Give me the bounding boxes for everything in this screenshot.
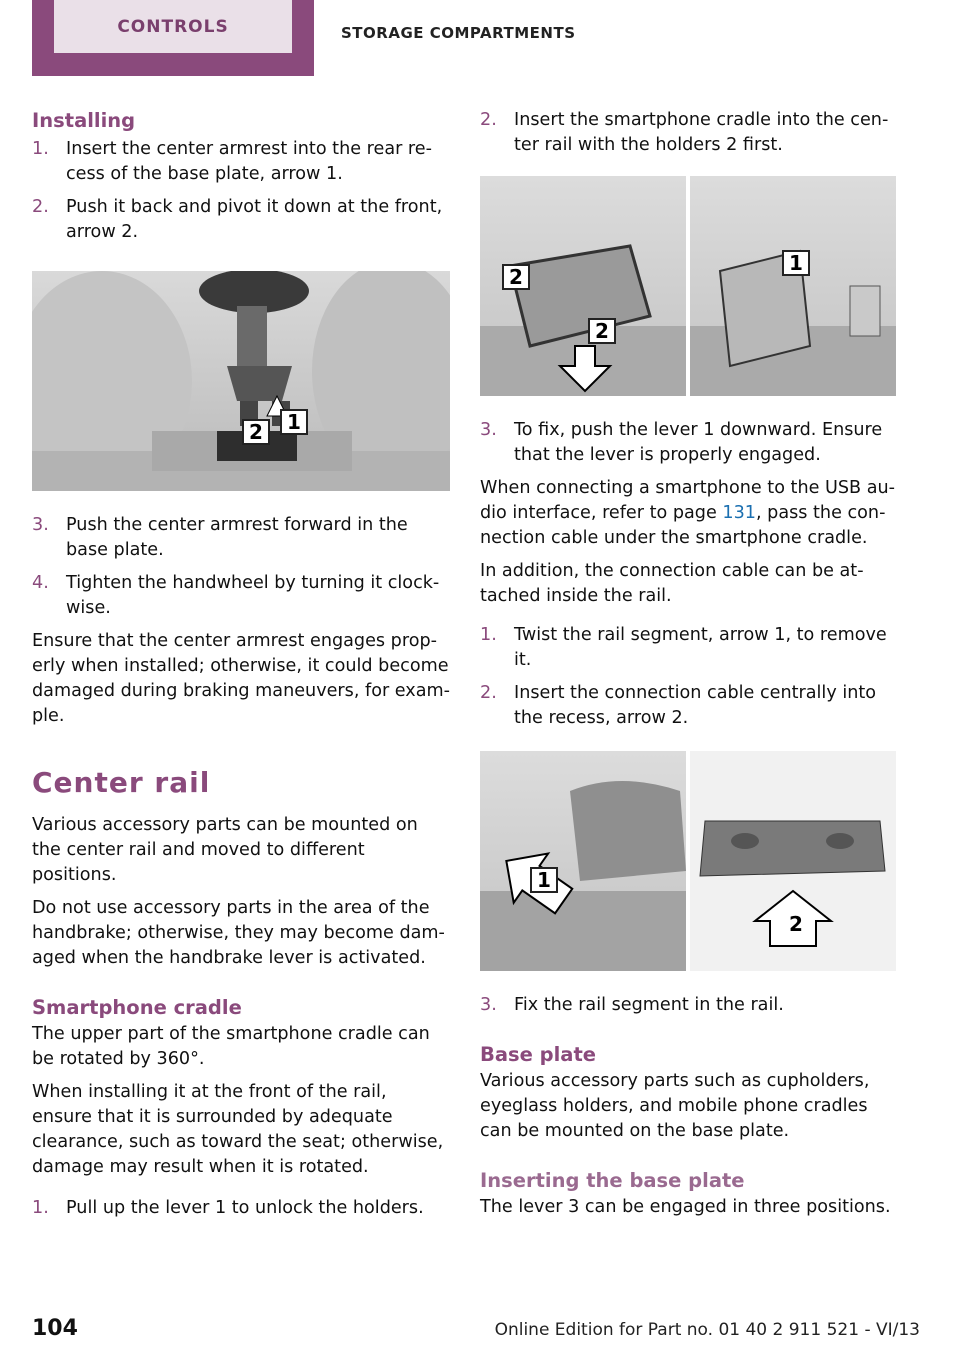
inserting-base-plate-heading: Inserting the base plate <box>480 1169 745 1192</box>
smartphone-cradle-heading: Smartphone cradle <box>32 996 242 1019</box>
rail-steps-b <box>480 993 896 1018</box>
attach-paragraph: In addition, the connection cable can be at‐tached inside the rail. <box>480 561 864 606</box>
list-item: 2. Insert the connection cable centrally into the recess, arrow 2. <box>480 683 877 728</box>
page-link-131[interactable]: 131 <box>722 503 756 523</box>
center-rail-text-1: Various accessory parts can be mounted on the center rail and moved to different positions. <box>32 815 418 885</box>
list-item: 1. Twist the rail segment, arrow 1, to remove it. <box>480 625 887 670</box>
controls-tab[interactable] <box>32 0 314 76</box>
base-plate-text: Various accessory parts such as cupholders, eyeglass holders, and mobile phone cradles can be mounted on the base plate. <box>480 1071 870 1141</box>
list-item: 3. To fix, push the lever 1 downward. Ensure that the lever is properly engaged. <box>480 420 883 465</box>
list-item: 3. Fix the rail segment in the rail. <box>480 995 784 1015</box>
arrow-label-2: 2 <box>789 912 803 936</box>
edition-info: Online Edition for Part no. 01 40 2 911 521 - VI/13 <box>494 1320 920 1340</box>
armrest-warning: Ensure that the center armrest engages prop‐erly when installed; otherwise, it could become damaged during braking maneuvers, for exam‐ple. <box>32 631 450 726</box>
usb-paragraph: When connecting a smartphone to the USB au‐dio interface, refer to page 131, pass the con‐nection cable under the smartphone cradle. <box>480 478 895 548</box>
center-rail-text-2: Do not use accessory parts in the area of the handbrake; otherwise, they may become dam‐aged when the handbrake lever is activated. <box>32 898 445 968</box>
list-item: 2. Insert the smartphone cradle into the cen‐ter rail with the holders 2 first. <box>480 110 889 155</box>
installing-heading: Installing <box>32 109 136 132</box>
cradle-steps-b <box>480 108 896 158</box>
armrest-drawing <box>32 271 450 491</box>
install-steps-b <box>32 513 450 621</box>
arrow-label-1: 1 <box>782 250 810 276</box>
cradle-steps-c <box>480 418 896 468</box>
rail-segment-illustration <box>480 751 896 971</box>
cradle-text-1: The upper part of the smartphone cradle can be rotated by 360°. <box>32 1024 430 1069</box>
arrow-label-1: 1 <box>530 867 558 893</box>
list-item: 3. Push the center armrest forward in the base plate. <box>32 515 408 560</box>
left-column <box>32 108 450 1229</box>
rail-illustration-left <box>480 751 686 971</box>
rail-illustration-right <box>690 751 896 971</box>
list-item: 2. Push it back and pivot it down at the front, arrow 2. <box>32 197 443 242</box>
base-plate-heading: Base plate <box>480 1043 596 1066</box>
controls-tab-label: CONTROLS <box>54 0 292 53</box>
list-item: 1. Pull up the lever 1 to unlock the holders. <box>32 1198 424 1218</box>
cradle-illustration-left <box>480 176 686 396</box>
inserting-base-plate-text: The lever 3 can be engaged in three positions. <box>480 1197 891 1217</box>
rail-steps <box>480 623 896 731</box>
install-steps-a <box>32 137 450 245</box>
armrest-illustration <box>32 271 450 491</box>
arrow-label-2: 2 <box>502 264 530 290</box>
cradle-illustration <box>480 176 896 396</box>
page-number: 104 <box>32 1316 78 1341</box>
cradle-illustration-right <box>690 176 896 396</box>
arrow-label-1: 1 <box>280 409 308 435</box>
arrow-label-2: 2 <box>242 419 270 445</box>
list-item: 1. Insert the center armrest into the rear re‐cess of the base plate, arrow 1. <box>32 139 432 184</box>
right-column <box>480 108 896 1228</box>
arrow-label-2b: 2 <box>588 318 616 344</box>
cradle-text-2: When installing it at the front of the rail, ensure that it is surrounded by adequate clearance, such as toward the seat; otherwise, damage may result when it is rotated. <box>32 1082 444 1177</box>
list-item: 4. Tighten the handwheel by turning it clock‐wise. <box>32 573 440 618</box>
center-rail-heading: Center rail <box>32 766 211 799</box>
cradle-steps-a <box>32 1196 450 1221</box>
section-title: STORAGE COMPARTMENTS <box>341 24 576 42</box>
